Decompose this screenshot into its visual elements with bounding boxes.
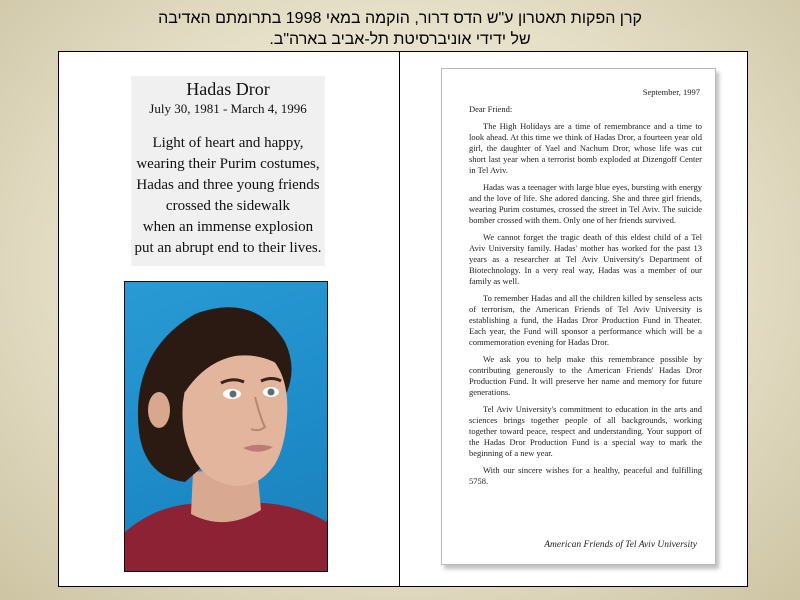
portrait-photo <box>124 281 328 572</box>
memorial-card <box>131 76 325 266</box>
letter-paragraph: The High Holidays are a time of remembrance and a time to look ahead. At this time we think of Hadas Dror, a fourteen year old girl, the daughter of Yael and Nachum Dror, whose life was cut short last year when a terrorist bomb exploded at Dizengoff Center in Tel Aviv. <box>469 121 702 175</box>
poem-line: Light of heart and happy, <box>152 135 304 151</box>
letter-date: September, 1997 <box>642 87 700 97</box>
portrait-illustration <box>125 282 327 571</box>
frame-divider <box>399 52 400 586</box>
header-line-1: קרן הפקות תאטרון ע"ש הדס דרור, הוקמה במאי 1998 בתרומתם האדיבה <box>158 10 642 27</box>
page-header <box>0 8 800 50</box>
ear-shape <box>148 392 170 428</box>
header-line-2: של ידידי אוניברסיטת תל-אביב בארה"ב. <box>269 31 531 48</box>
poem-line: when an immense explosion <box>142 219 314 235</box>
poem-line: Hadas and three young friends <box>136 177 320 193</box>
memorial-name: Hadas Dror <box>186 79 270 99</box>
poem-line: crossed the sidewalk <box>165 198 291 214</box>
letter-paragraph: Hadas was a teenager with large blue eyes, bursting with energy and the love of life. She adored dancing. She and three girl friends, wearing Purim costumes, crossed the street in Tel Aviv. The suicide bomber crossed with them. Only one of her friends survived. <box>469 182 702 225</box>
letter-page <box>441 68 716 565</box>
letter-paragraph: We ask you to help make this remembrance possible by contributing generously to the American Friends' Hadas Dror Production Fund. It will preserve her name and memory for future generations. <box>469 354 702 397</box>
poem-line: put an abrupt end to their lives. <box>134 240 322 256</box>
memorial-dates: July 30, 1981 - March 4, 1996 <box>149 101 307 116</box>
letter-paragraph: Tel Aviv University's commitment to education in the arts and sciences brings together people of all backgrounds, working together toward peace, respect and understanding. Your support of the Hadas Dror Production Fund is a special way to mark the beginning of a new year. <box>469 404 702 458</box>
document-frame <box>58 51 748 587</box>
letter-signature: American Friends of Tel Aviv University <box>544 540 697 550</box>
letter-paragraph: To remember Hadas and all the children killed by senseless acts of terrorism, the American Friends of Tel Aviv University is establishing a fund, the Hadas Dror Production Fund in Theater. Each year, the Fund will sponsor a performance which will be a commemoration evening for Hadas Dror. <box>469 293 702 347</box>
letter-paragraph: We cannot forget the tragic death of this eldest child of a Tel Aviv University family. Hadas' mother has worked for the past 13 years as a researcher at Tel Aviv University's Department of Biotechnology. In a very real way, Hadas was a member of our family as well. <box>469 232 702 286</box>
poem-line: wearing their Purim costumes, <box>136 156 320 172</box>
memorial-poem <box>131 133 325 259</box>
letter-paragraph: With our sincere wishes for a healthy, peaceful and fulfilling 5758. <box>469 465 702 486</box>
letter-salutation: Dear Friend: <box>469 104 513 114</box>
